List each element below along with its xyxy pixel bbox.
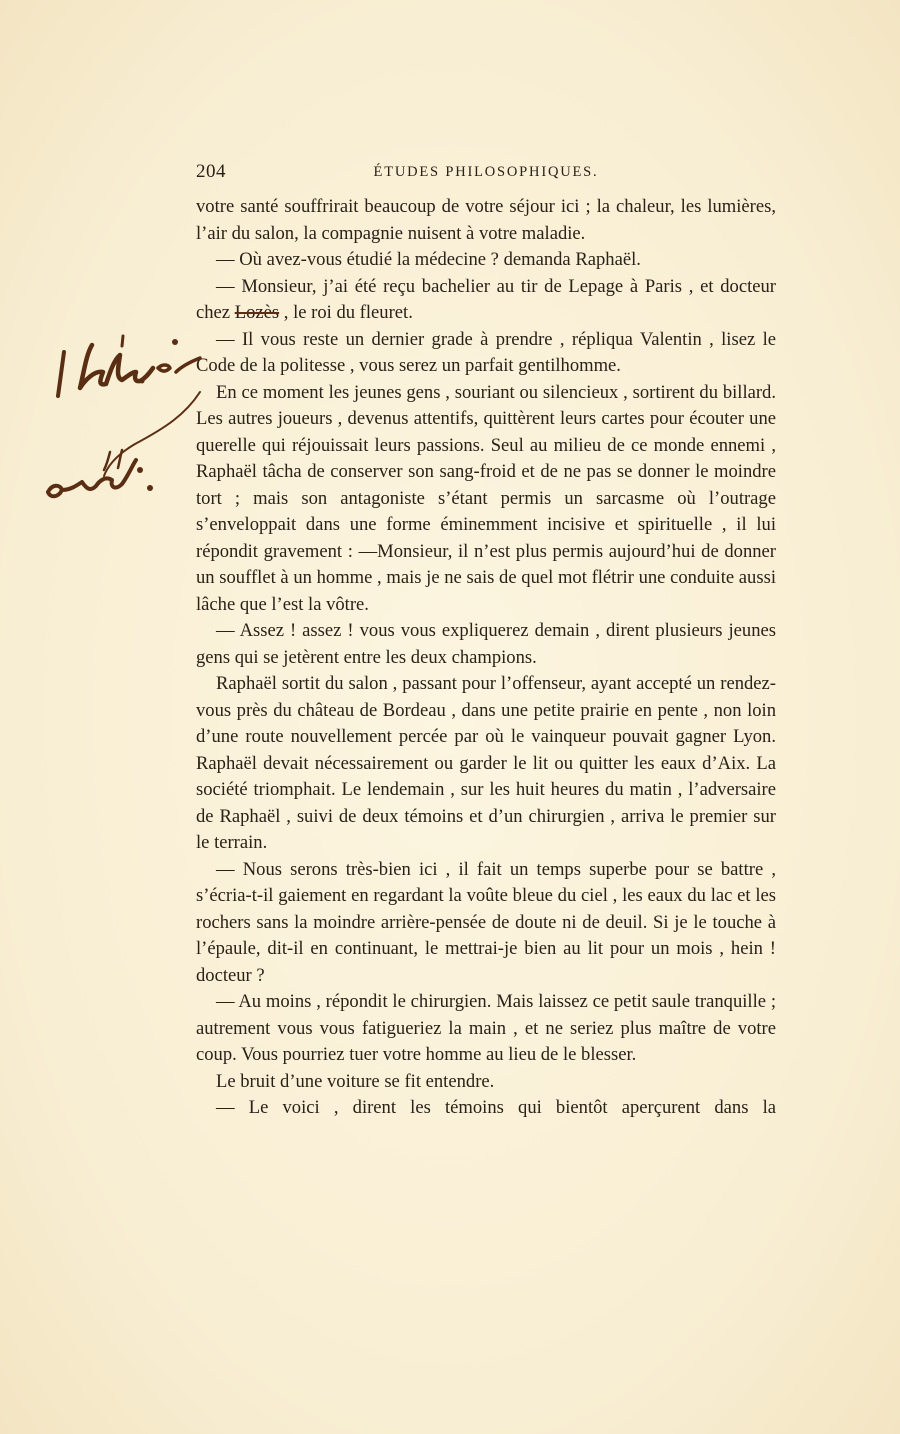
paragraph: — Assez ! assez ! vous vous expliquerez demain , dirent plusieurs jeunes gens qui se jetèrent entre les deux champions. <box>196 620 776 668</box>
page-header <box>196 161 776 189</box>
paragraph: — Nous serons très-bien ici , il fait un temps superbe pour se battre , s’écria-t-il gaiement en regardant la voûte bleue du ciel , les eaux du lac et les rochers sans la moindre arrière-pensée de doute ni de deuil. Si je le touche à l’épaule, dit-il en continuant, le mettrai-je bien au lit pour un mois , hein ! docteur ? <box>196 858 776 986</box>
paragraph: votre santé souffrirait beaucoup de votre séjour ici ; la chaleur, les lumières, l’air du salon, la compagnie nuisent à votre maladie. <box>196 196 776 244</box>
paragraph-text: — Monsieur, j’ai été reçu bachelier au tir de Lepage à Paris , et docteur chez <box>196 275 776 323</box>
paragraph: — Il vous reste un dernier grade à prendre , répliqua Valentin , lisez le Code de la politesse , vous serez un parfait gentilhomme. <box>196 328 776 376</box>
paragraph: — Le voici , dirent les témoins qui bientôt aperçurent dans la <box>216 1097 776 1118</box>
running-title: ÉTUDES PHILOSOPHIQUES. <box>373 164 599 180</box>
paragraph <box>196 274 776 327</box>
paragraph: Raphaël sortit du salon , passant pour l’offenseur, ayant accepté un rendez-vous près du château de Bordeau , dans une petite prairie en pente , non loin d’une route nouvellement percée par où le vainqueur pouvait gagner Lyon. Raphaël devait nécessairement ou garder le lit ou quitter les eaux d’Aix. La société triomphait. Le lendemain , sur les huit heures du matin , l’adversaire de Raphaël , suivi de deux témoins et d’un chirurgien , arriva le premier sur le terrain. <box>196 673 776 853</box>
paragraph: — Au moins , répondit le chirurgien. Mais laissez ce petit saule tranquille ; autrement vous vous fatigueriez la main , et ne seriez plus maître de votre coup. Vous pourriez tuer votre homme au lieu de le blesser. <box>196 991 776 1065</box>
paragraph: En ce moment les jeunes gens , souriant ou silencieux , sortirent du billard. Les autres joueurs , devenus attentifs, quittèrent leurs cartes pour écouter une querelle qui réjouissait leurs passions. Seul au milieu de ce monde ennemi , Raphaël tâcha de conserver son sang-froid et de ne pas se donner le moindre tort ; mais son antagoniste s’étant permis un sarcasme où l’outrage s’enveloppait dans une forme éminemment incisive et spirituelle , il lui répondit gravement : —Monsieur, il n’est plus permis aujourd’hui de donner un soufflet à un homme , mais je ne sais de quel mot flétrir une conduite aussi lâche que l’est la vôtre. <box>196 381 776 615</box>
paragraph: — Où avez-vous étudié la médecine ? demanda Raphaël. <box>216 249 641 270</box>
page-number: 204 <box>196 161 226 182</box>
paragraph-text: , le roi du fleuret. <box>279 302 413 323</box>
struck-word: Lozès <box>234 302 280 323</box>
paragraph: Le bruit d’une voiture se fit entendre. <box>216 1070 495 1092</box>
body-text <box>196 194 776 1122</box>
